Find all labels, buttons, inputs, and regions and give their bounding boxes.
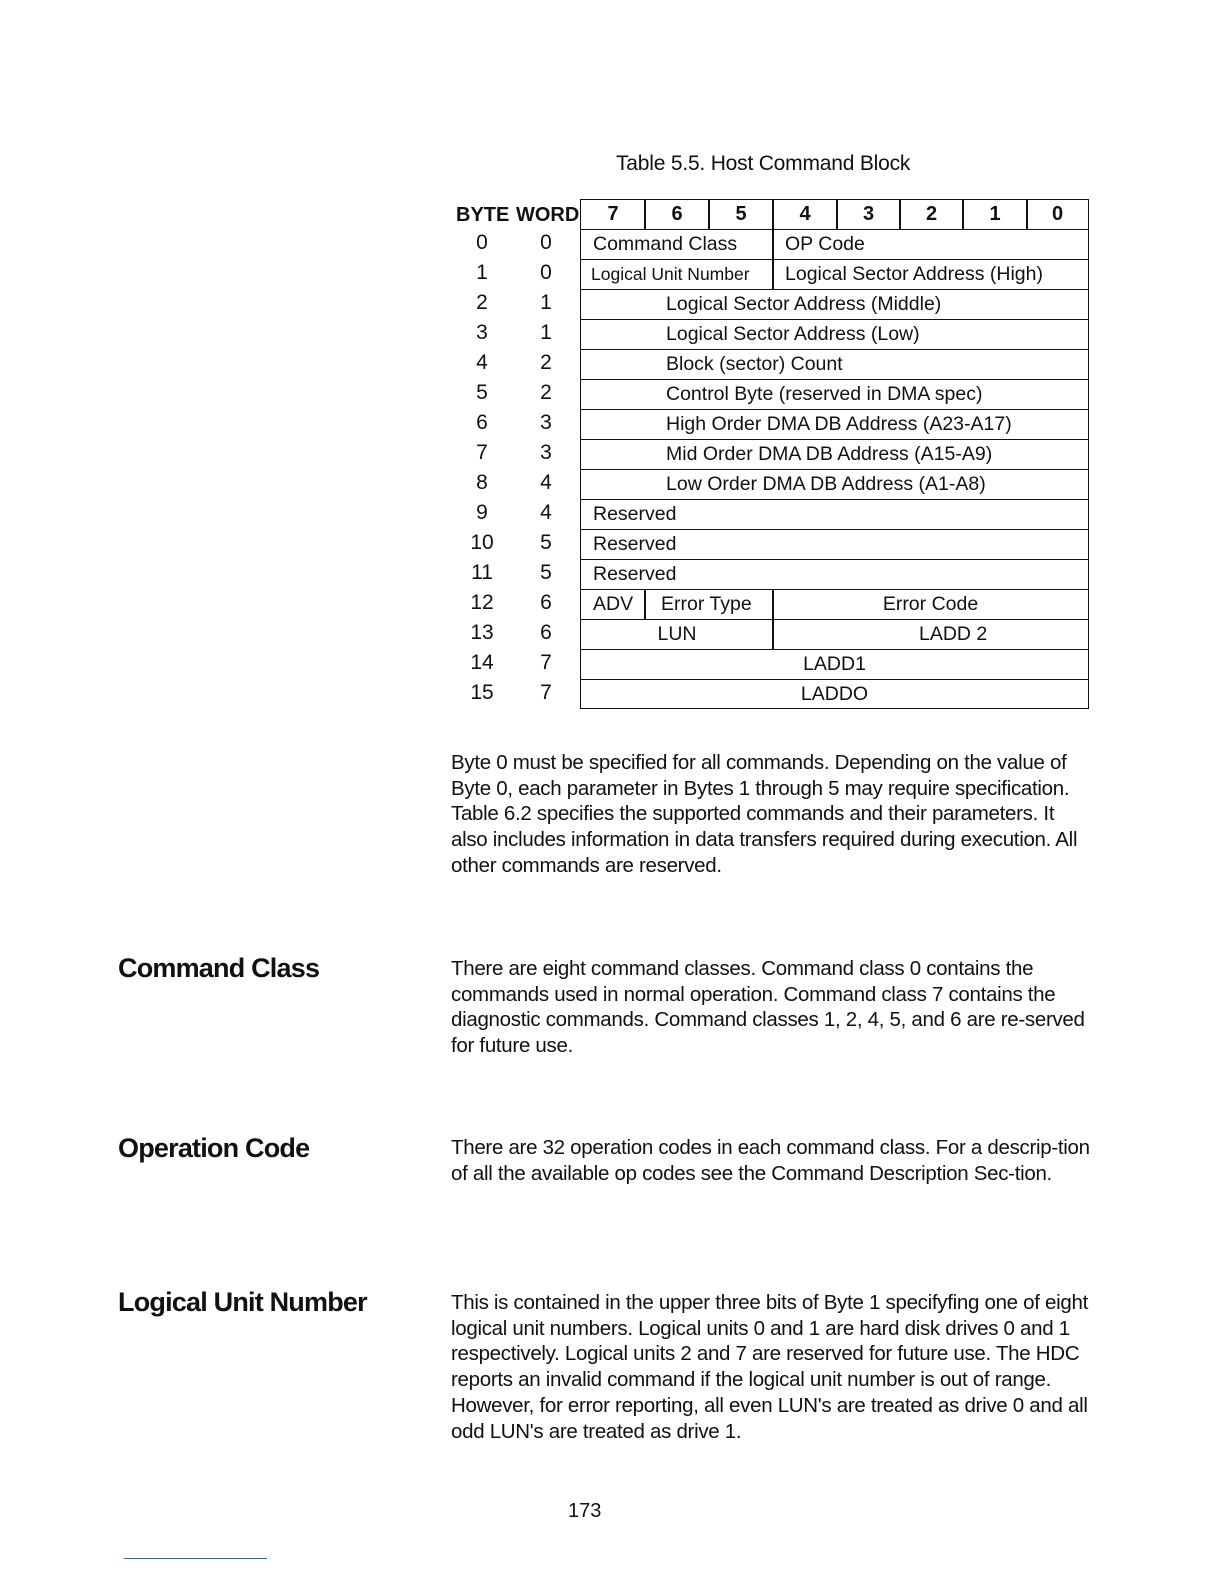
- field-block-count: Block (sector) Count: [580, 349, 1089, 380]
- field-lsa-middle: Logical Sector Address (Middle): [580, 289, 1089, 320]
- field-ladd2: LADD 2: [772, 619, 1089, 650]
- byte-number: 3: [476, 321, 488, 344]
- field-lsa-low: Logical Sector Address (Low): [580, 319, 1089, 350]
- word-number: 1: [540, 291, 552, 314]
- word-number: 6: [540, 591, 552, 614]
- field-error-type: Error Type: [644, 589, 774, 620]
- field-ladd0: LADDO: [580, 679, 1089, 709]
- word-column-header: WORD: [516, 204, 580, 226]
- word-number: 6: [540, 621, 552, 644]
- footer-rule: [124, 1558, 267, 1559]
- field-ladd1: LADD1: [580, 649, 1089, 680]
- byte-number: 11: [471, 561, 493, 584]
- word-number: 4: [540, 471, 552, 494]
- word-number: 3: [540, 441, 552, 464]
- field-lsa-high: Logical Sector Address (High): [772, 259, 1089, 290]
- byte-number: 10: [470, 531, 494, 554]
- bit-header-2: 2: [899, 199, 964, 230]
- bit-header-0: 0: [1026, 199, 1089, 230]
- word-number: 5: [540, 531, 552, 554]
- byte-number: 9: [476, 501, 488, 524]
- byte-number: 6: [476, 411, 488, 434]
- field-error-code: Error Code: [772, 589, 1089, 620]
- word-number: 5: [540, 561, 552, 584]
- body-logical-unit-number: This is contained in the upper three bits of Byte 1 specifyfing one of eight logical unit numbers. Logical units 0 and 1 are hard disk drives 0 and 1 respectively. Logical units 2 and 7 are reserved for future use. The HDC reports an invalid command if the logical unit number is out of range. However, for error reporting, all even LUN's are treated as drive 0 and all odd LUN's are treated as drive 1.: [451, 1291, 1089, 1443]
- bit-header-1: 1: [962, 199, 1028, 230]
- field-dma-mid: Mid Order DMA DB Address (A15-A9): [580, 439, 1089, 470]
- byte-number: 8: [476, 471, 488, 494]
- field-reserved-11: Reserved: [580, 559, 1089, 590]
- field-reserved-9: Reserved: [580, 499, 1089, 530]
- field-adv: ADV: [580, 589, 646, 620]
- bit-header-3: 3: [836, 199, 901, 230]
- byte-number: 5: [476, 381, 488, 404]
- word-number: 7: [540, 651, 552, 674]
- heading-operation-code: Operation Code: [118, 1133, 310, 1163]
- word-number: 3: [540, 411, 552, 434]
- field-op-code: OP Code: [772, 229, 1089, 260]
- byte-number: 13: [470, 621, 494, 644]
- bit-header-5: 5: [708, 199, 774, 230]
- bit-header-6: 6: [644, 199, 710, 230]
- byte-number: 15: [470, 681, 494, 704]
- word-number: 1: [540, 321, 552, 344]
- field-control-byte: Control Byte (reserved in DMA spec): [580, 379, 1089, 410]
- field-dma-high: High Order DMA DB Address (A23-A17): [580, 409, 1089, 440]
- byte-number: 2: [476, 291, 488, 314]
- field-command-class: Command Class: [580, 229, 774, 260]
- word-number: 4: [540, 501, 552, 524]
- table-caption: Table 5.5. Host Command Block: [616, 152, 911, 175]
- byte-number: 0: [476, 231, 488, 254]
- word-number: 0: [540, 231, 552, 254]
- byte-number: 7: [476, 441, 488, 464]
- body-command-class: There are eight command classes. Command class 0 contains the commands used in normal operation. Command class 7 contains the diagnostic commands. Command classes 1, 2, 4, 5, and 6 are re-served for future use.: [451, 957, 1085, 1058]
- heading-command-class: Command Class: [118, 953, 320, 983]
- byte-number: 14: [470, 651, 494, 674]
- field-dma-low: Low Order DMA DB Address (A1-A8): [580, 469, 1089, 500]
- field-reserved-10: Reserved: [580, 529, 1089, 560]
- bit-header-4: 4: [772, 199, 838, 230]
- word-number: 2: [540, 351, 552, 374]
- byte-number: 1: [476, 261, 488, 284]
- heading-logical-unit-number: Logical Unit Number: [118, 1287, 367, 1317]
- field-lun: LUN: [580, 619, 774, 650]
- bit-header-7: 7: [580, 199, 646, 230]
- intro-paragraph: Byte 0 must be specified for all commands. Depending on the value of Byte 0, each parameter in Bytes 1 through 5 may require specification. Table 6.2 specifies the supported commands and their parameters. It also includes information in data transfers required during execution. All other commands are reserved.: [451, 751, 1078, 877]
- byte-number: 12: [470, 591, 494, 614]
- word-number: 0: [540, 261, 552, 284]
- page-number: 173: [568, 1500, 602, 1522]
- byte-number: 4: [476, 351, 488, 374]
- body-operation-code: There are 32 operation codes in each command class. For a descrip-tion of all the available op codes see the Command Description Sec-tion.: [451, 1136, 1090, 1185]
- word-number: 2: [540, 381, 552, 404]
- byte-column-header: BYTE: [456, 204, 510, 226]
- word-number: 7: [540, 681, 552, 704]
- field-logical-unit-number: Logical Unit Number: [580, 259, 774, 290]
